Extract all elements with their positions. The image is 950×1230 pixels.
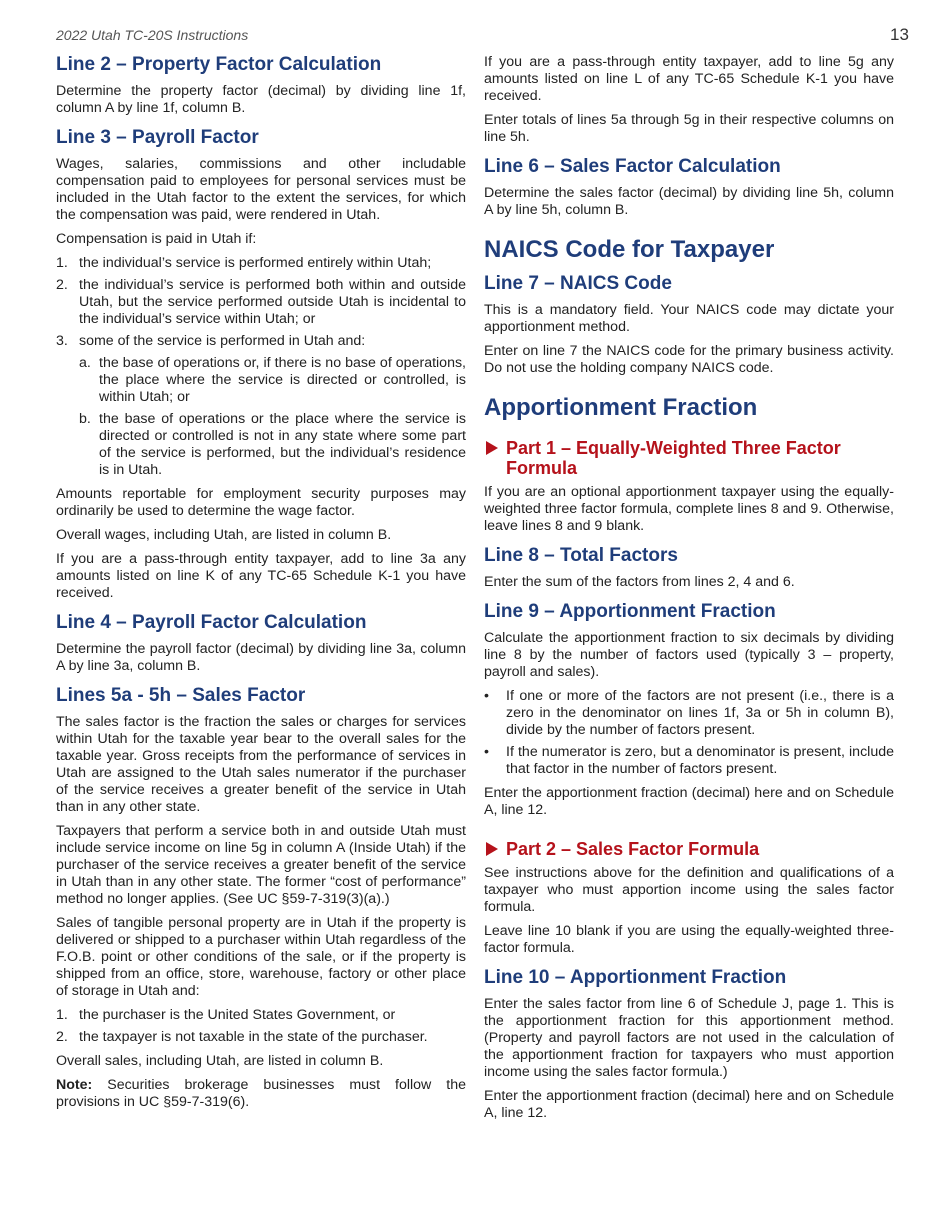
list-item	[56, 1007, 466, 1024]
compensation-list	[56, 255, 466, 479]
part-1-text: If you are an optional apportionment taxpayer using the equally-weighted three factor formula, complete lines 8 and 9. Otherwise, leave lines 8 and 9 blank.	[484, 484, 894, 534]
page-number: 13	[890, 25, 909, 44]
line-10-heading: Line 10 – Apportionment Fraction	[484, 967, 787, 988]
triangle-right-icon	[486, 842, 498, 856]
left-column	[56, 54, 466, 1118]
right-column	[484, 54, 894, 1129]
note-text: Securities brokerage businesses must follow the provisions in UC §59-7-319(6).	[56, 1077, 466, 1110]
part-1-heading	[484, 438, 894, 478]
line-5-heading: Lines 5a - 5h – Sales Factor	[56, 685, 306, 706]
triangle-right-icon	[486, 441, 498, 455]
sub-list-item	[79, 355, 466, 406]
list-item	[56, 277, 466, 328]
line-5-text: Sales of tangible personal property are in Utah if the property is delivered or shipped to a purchaser within Utah regardless of the F.O.B. point or other conditions of the sale, or if the property is shipped from an office, store, warehouse, factory or other place of storage in Utah and:	[56, 915, 466, 999]
list-item-text: some of the service is performed in Utah and:	[79, 333, 366, 349]
part-2-heading	[484, 839, 894, 859]
part-2-heading-text: Part 2 – Sales Factor Formula	[506, 839, 760, 859]
list-item-text: the purchaser is the United States Government, or	[79, 1007, 396, 1023]
list-item	[56, 333, 466, 479]
bullet-text: If one or more of the factors are not present (i.e., there is a zero in the denominator on lines 1f, 3a or 5h in column B), divide by the number of factors present.	[506, 688, 894, 738]
bullet-icon: •	[484, 688, 489, 704]
part-2-text: See instructions above for the definition and qualifications of a taxpayer who must apportion income using the sales factor formula.	[484, 865, 894, 915]
sub-list-marker: b.	[79, 411, 91, 427]
line-5-continued-text: Enter totals of lines 5a through 5g in their respective columns on line 5h.	[484, 112, 894, 145]
list-marker: 2.	[56, 1029, 68, 1045]
line-7-text: Enter on line 7 the NAICS code for the primary business activity. Do not use the holding company NAICS code.	[484, 343, 894, 376]
apportionment-section-heading: Apportionment Fraction	[484, 394, 758, 421]
line-3-text: Overall wages, including Utah, are listed in column B.	[56, 527, 392, 543]
line-9-heading: Line 9 – Apportionment Fraction	[484, 601, 776, 622]
sub-list	[79, 355, 466, 479]
list-marker: 1.	[56, 1007, 68, 1023]
line-3-heading: Line 3 – Payroll Factor	[56, 127, 259, 148]
list-item-text: the taxpayer is not taxable in the state of the purchaser.	[79, 1029, 428, 1045]
line-9-text: Calculate the apportionment fraction to six decimals by dividing line 8 by the number of factors used (typically 3 – property, payroll and sales).	[484, 630, 894, 680]
document-header: 2022 Utah TC-20S Instructions	[56, 27, 249, 43]
line-2-heading: Line 2 – Property Factor Calculation	[56, 54, 382, 75]
sub-list-item	[79, 411, 466, 479]
bullet-item	[484, 744, 894, 778]
list-marker: 2.	[56, 277, 68, 293]
note-paragraph	[56, 1077, 466, 1111]
line-9-text: Enter the apportionment fraction (decimal) here and on Schedule A, line 12.	[484, 785, 894, 818]
sub-list-item-text: the base of operations or the place where the service is directed or controlled is not in any state where some part of the service is performed, but the individual’s residence is in Utah.	[99, 411, 466, 478]
line-6-heading: Line 6 – Sales Factor Calculation	[484, 156, 781, 177]
line-7-text: This is a mandatory field. Your NAICS code may dictate your apportionment method.	[484, 302, 894, 335]
line-5-text: Taxpayers that perform a service both in and outside Utah must include service income on line 5g in column A (Inside Utah) if the purchaser of the service receives a greater benefit of the service in Utah than in any other state. The former “cost of performance” method no longer applies. (See UC §59-7-319(3)(a).)	[56, 823, 466, 907]
line-3-text: If you are a pass-through entity taxpayer, add to line 3a any amounts listed on line K of any TC-65 Schedule K-1 you have received.	[56, 551, 466, 601]
list-item	[56, 255, 466, 272]
naics-section-heading: NAICS Code for Taxpayer	[484, 236, 775, 263]
line-3-text: Wages, salaries, commissions and other includable compensation paid to employees for personal services must be included in the Utah factor to the extent the services, for which the compensation was paid, were rendered in Utah.	[56, 156, 466, 223]
line-10-text: Enter the sales factor from line 6 of Schedule J, page 1. This is the apportionment fraction for this apportionment method. (Property and payroll factors are not used in the calculation of the apportionment fraction for taxpayers who must apportion income using the sales factor formula.)	[484, 996, 894, 1080]
line-4-text: Determine the payroll factor (decimal) by dividing line 3a, column A by line 3a, column B.	[56, 641, 466, 674]
line-3-text: Amounts reportable for employment security purposes may ordinarily be used to determine the wage factor.	[56, 486, 466, 519]
list-item-text: the individual’s service is performed entirely within Utah;	[79, 255, 432, 271]
line-9-bullet-list	[484, 688, 894, 778]
part-2-text: Leave line 10 blank if you are using the equally-weighted three-factor formula.	[484, 923, 894, 956]
line-5-text: Overall sales, including Utah, are listed in column B.	[56, 1053, 384, 1069]
line-2-text: Determine the property factor (decimal) by dividing line 1f, column A by line 1f, column B.	[56, 83, 466, 116]
list-item	[56, 1029, 466, 1046]
sub-list-marker: a.	[79, 355, 91, 371]
sub-list-item-text: the base of operations or, if there is no base of operations, the place where the service is directed or controlled, is within Utah; or	[99, 355, 466, 405]
part-1-heading-text: Part 1 – Equally-Weighted Three Factor Formula	[506, 438, 841, 478]
line-4-heading: Line 4 – Payroll Factor Calculation	[56, 612, 367, 633]
line-7-heading: Line 7 – NAICS Code	[484, 273, 672, 294]
bullet-text: If the numerator is zero, but a denominator is present, include that factor in the number of factors present.	[506, 744, 894, 777]
bullet-icon: •	[484, 744, 489, 760]
line-5-continued-text: If you are a pass-through entity taxpayer, add to line 5g any amounts listed on line L of any TC-65 Schedule K-1 you have received.	[484, 54, 894, 104]
list-item-text: the individual’s service is performed both within and outside Utah, but the service performed outside Utah is incidental to the individual’s service within Utah; or	[79, 277, 466, 327]
line-8-heading: Line 8 – Total Factors	[484, 545, 678, 566]
line-3-text: Compensation is paid in Utah if:	[56, 231, 257, 247]
sales-conditions-list	[56, 1007, 466, 1046]
bullet-item	[484, 688, 894, 739]
line-10-text: Enter the apportionment fraction (decimal) here and on Schedule A, line 12.	[484, 1088, 894, 1121]
line-5-text: The sales factor is the fraction the sales or charges for services within Utah for the taxable year bear to the overall sales for the taxable year. Gross receipts from the performance of services in Utah are assigned to the Utah sales numerator if the purchaser of the service receives a greater benefit of the service in Utah than in any other state.	[56, 714, 466, 815]
note-label: Note:	[56, 1077, 93, 1093]
list-marker: 3.	[56, 333, 68, 349]
line-6-text: Determine the sales factor (decimal) by dividing line 5h, column A by line 5h, column B.	[484, 185, 894, 218]
list-marker: 1.	[56, 255, 68, 271]
line-8-text: Enter the sum of the factors from lines 2, 4 and 6.	[484, 574, 795, 590]
